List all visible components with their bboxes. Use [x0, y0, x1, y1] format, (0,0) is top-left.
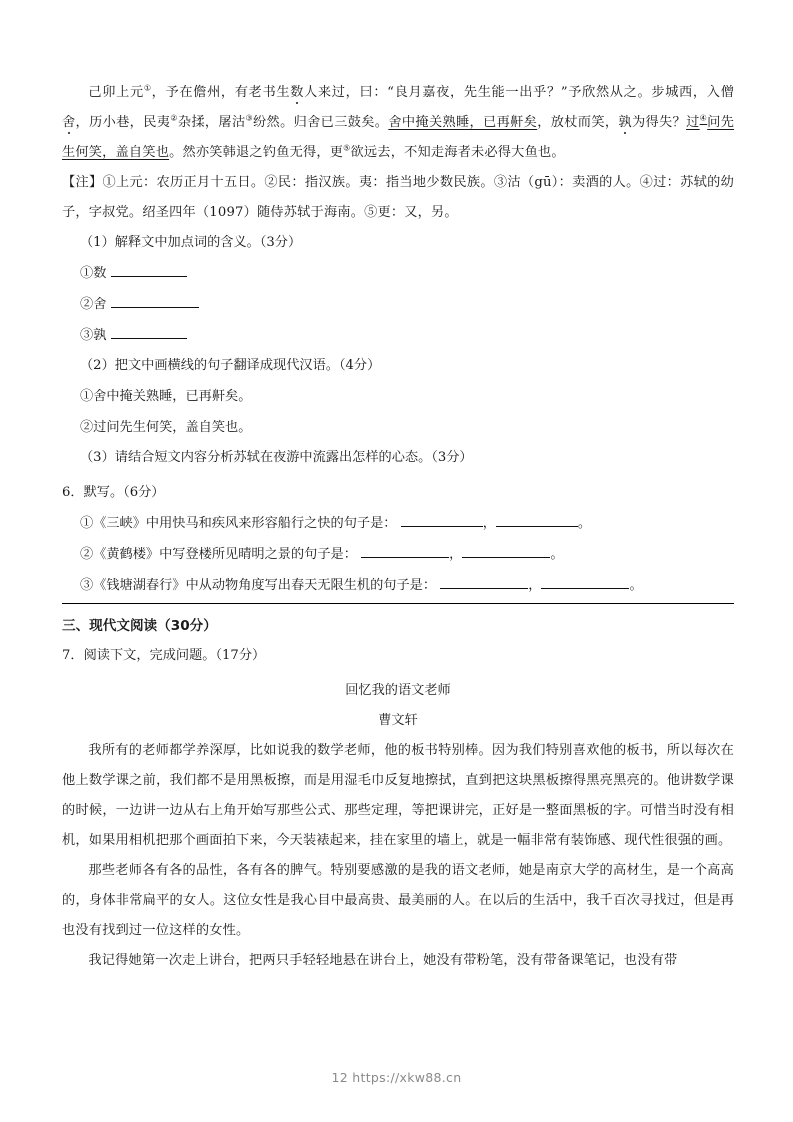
blank-number: ②: [80, 297, 94, 312]
blank-number: ①: [80, 266, 94, 281]
article-paragraph: 我所有的老师都学养深厚，比如说我的数学老师，他的板书特别棒。因为我们特别喜欢他的板书，所以每次在他上数学课之前，我们都不是用黑板擦，而是用湿毛巾反复地擦拭，直到把这块黑板擦得黑亮黑亮的。他讲数学课的时候，一边讲一边从右上角开始写那些公式、那些定理，等把课讲完，正好是一整面黑板的字。可惜当时没有相机，如果用相机把那个画面拍下来，今天装裱起来，挂在家里的墙上，就是一幅非常有装饰感、现代性很强的画。: [62, 743, 734, 848]
passage-text-1: 己卯上元: [88, 85, 144, 100]
footnote-marker-1: ①: [143, 83, 152, 93]
comma-separator: ，: [482, 516, 496, 531]
passage-text-8: 为得失？: [631, 115, 687, 130]
blank-word: 舍: [93, 297, 107, 312]
dotted-word-shu: 数: [290, 85, 305, 100]
period-end: 。: [577, 516, 592, 531]
section-heading-three: 三、现代文阅读（30分）: [62, 603, 734, 641]
dictation-text: 《钱塘湖春行》中从动物角度写出春天无限生机的句子是：: [93, 578, 437, 593]
blank-item: [62, 289, 734, 320]
answer-blank[interactable]: [111, 325, 187, 339]
dictation-item: [62, 539, 734, 570]
blank-number: ③: [80, 328, 94, 343]
dictation-text: 《黄鹤楼》中写登楼所见晴明之景的句子是：: [93, 547, 357, 562]
question-2-label: （2）把文中画横线的句子翻译成现代汉语。（4分）: [80, 358, 381, 373]
underlined-sentence-2b: 问先生何笑，盖自笑也: [62, 115, 735, 160]
dotted-word-she: 舍: [62, 115, 76, 130]
blank-item: [62, 258, 734, 289]
comma-separator: ，: [528, 578, 542, 593]
answer-blank[interactable]: [462, 544, 550, 558]
passage-text-9: 。然亦笑韩退之钓鱼无得，更: [169, 145, 344, 160]
article-author: 曹文轩: [378, 713, 418, 728]
blank-item: [62, 320, 734, 351]
answer-blank[interactable]: [361, 544, 449, 558]
passage-text-10: 欲远去，不知走海者未必得大鱼也。: [350, 145, 565, 160]
translate-sentence-1: ①舍中掩关熟睡，已再鼾矣。: [80, 389, 252, 404]
article-paragraph: 我记得她第一次走上讲台，把两只手轻轻地悬在讲台上，她没有带粉笔，没有带备课笔记，也没有带: [88, 953, 678, 968]
footnote-marker-2: ②: [170, 113, 178, 123]
footnote-marker-4: ④: [699, 113, 708, 123]
dotted-word-shu2: 孰: [618, 115, 632, 130]
footnotes-block: 【注】①上元：农历正月十五日。②民：指汉族。夷：指当地少数民族。③沽（gū）：卖酒的人。④过：苏轼的幼子，字叔党。绍圣四年（1097）随侍苏轼于海南。⑤更：又，另。: [62, 175, 734, 220]
question-7-label: 7．阅读下文，完成问题。（17分）: [62, 648, 266, 663]
passage-text-5: 杂揉，屠沽: [177, 115, 246, 130]
period-end: 。: [629, 578, 643, 593]
question-1-label: （1）解释文中加点词的含义。（3分）: [80, 235, 302, 250]
classical-passage: [62, 78, 734, 168]
dictation-item: [62, 508, 734, 539]
question-6-heading: 6．默写。（6分）: [62, 485, 165, 500]
dictation-number: ③: [80, 578, 94, 593]
translate-sentence-2: ②过问先生何笑，盖自笑也。: [80, 420, 252, 435]
answer-blank[interactable]: [111, 294, 199, 308]
page-footer: 12 https://xkw88.cn: [331, 1070, 462, 1085]
answer-blank[interactable]: [401, 513, 483, 527]
answer-blank[interactable]: [496, 513, 578, 527]
blank-word: 数: [93, 266, 107, 281]
blank-word: 孰: [93, 328, 107, 343]
dictation-number: ①: [80, 516, 94, 531]
passage-text-7: ，放杖而笑，: [537, 115, 619, 130]
underlined-sentence-1: 舍中掩关熟睡，已再鼾矣: [388, 115, 538, 130]
underlined-sentence-2a: 过: [686, 115, 700, 130]
footnote-marker-3: ③: [245, 113, 254, 123]
period-end: 。: [550, 547, 564, 562]
passage-text-6: 纷然。归舍已三鼓矣。: [253, 115, 389, 130]
question-3-label: （3）请结合短文内容分析苏轼在夜游中流露出怎样的心态。（3分）: [80, 450, 473, 465]
answer-blank[interactable]: [111, 263, 187, 277]
answer-blank[interactable]: [440, 575, 528, 589]
answer-blank[interactable]: [541, 575, 629, 589]
dictation-item: [62, 570, 734, 601]
page-content: [62, 78, 734, 976]
article-title: 回忆我的语文老师: [345, 683, 451, 698]
dictation-text: 《三峡》中用快马和疾风来形容船行之快的句子是：: [93, 516, 397, 531]
dictation-number: ②: [80, 547, 94, 562]
article-paragraph: 那些老师各有各的品性，各有各的脾气。特别要感激的是我的语文老师，她是南京大学的高材生，是一个高高的，身体非常扁平的女人。这位女性是我心目中最高贵、最美丽的人。在以后的生活中，我千百次寻找过，但是再也没有找到过一位这样的女性。: [62, 863, 734, 938]
passage-text-2: ，予在儋州，有老书生: [151, 85, 291, 100]
passage-text-4: ，历小巷，民夷: [75, 115, 171, 130]
footnote-marker-5: ⑤: [343, 143, 351, 153]
comma-separator: ，: [449, 547, 463, 562]
passage-text-3: 人来过，曰：“良月嘉夜，先生能一出乎？”予欣然从之。步城西，入僧: [304, 85, 735, 100]
